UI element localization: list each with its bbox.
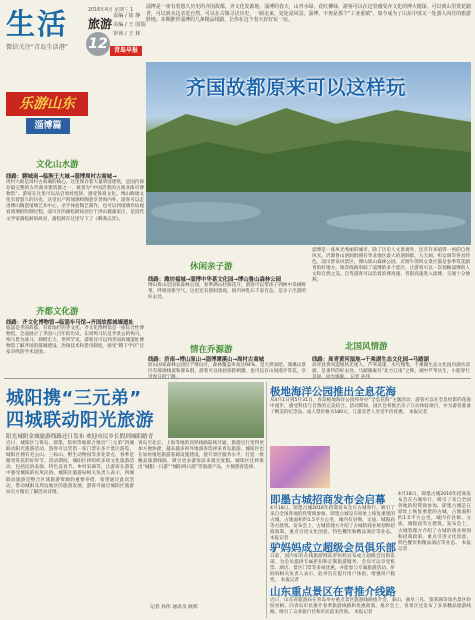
article-body: 从4月1日到5月31日，青岛极地海洋公园将举办“全息花海”主题活动，游客可以在全息投影的花海中漫步，感受科技与自然的完美结合。活动期间，园区还将推出亲子互动体验项目，并为游客准备了精美的纪念品。成人票价格为180元，儿童及老人享受半价优惠。 本报记者 [270, 398, 471, 416]
section-heading: 齐都文化游 [36, 307, 79, 317]
lower-headline: 四城联动阳光旅游 [6, 410, 154, 431]
page-headline: 齐国故都原来可以这样玩 [186, 76, 407, 99]
banner-subtitle: 淄博篇 [26, 118, 70, 134]
column-title: 旅游 [88, 17, 113, 31]
page-number-badge: 12 [86, 32, 110, 56]
column-divider [266, 382, 267, 618]
editor-credits [113, 12, 146, 39]
article-side-body: 4月18日，即墨古城2016年招商发布会在古城举行，吸引了来自全国各地的投资商参加。即墨古城是在原址上恢复重建的古城，占地面积约1.5平方公里，城内有县衙、文庙、城隍庙等古建筑。发布会上，古城管理方介绍了古城的商业规划和招商政策，重点引进文化创意、特色餐饮和精品酒店等业态。 本报记者 [398, 492, 471, 552]
lower-body: 近日，城阳区与黄岛、即墨、胶州等地联合推出“三元弟”四城联动阳光旅游活动，游客可以凭借一张门票在多个景区游览。城阳区拥有毛公山、三标山、野生动物园等多处景点，春季是踏青赏花的好时节。活动期间，城阳区将组织多场文化旅游活动，包括民俗表演、特色美食节、乡村采摘等，让游客在游览中感受城阳的民风民俗。城阳区旅游局相关负责人表示，四城联动旅游是整合区域旅游资源的重要举措，希望通过此次活动，带动城阳及周边地区的旅游发展。游客可通过城阳区旅游局官方微信了解活动详情。 [6, 441, 134, 495]
article-title: 山东重点景区在青推介线路 [270, 586, 396, 598]
newspaper-logo: 青岛早报 [110, 46, 142, 56]
editor-line: 责编 / 徐 静 [113, 13, 141, 19]
wechat-note: 微信关注“青岛生活港” [6, 44, 69, 51]
article-body: 近日，山东省旅游局在青岛举办重点景区旅游线路推介会，泰山、曲阜三孔、蓬莱阁等知名景区纷纷亮相，向青岛市民推介春季旅游线路和优惠政策。推介会上，各景区还发布了多条精品旅游线路，吸引了众多旅行社和市民前来咨询。 本报记者 [270, 598, 471, 616]
route-line: 线路：济南→博山原山→淄博潭溪山→周村古商城 [148, 357, 264, 363]
chengyang-photo [168, 382, 264, 438]
route-line: 线路：聊城南→临朐王大城→淄博周村古商城→ [6, 174, 117, 180]
ocean-park-photo [270, 446, 330, 488]
article-title: 极地海洋公园推出全息花海 [270, 386, 396, 398]
section-title: 生活 [6, 7, 69, 41]
lower-body-continued: 青岛至北京、上海等地的高铁线路陆续开通，旅游出行变得更加方便快捷，越来越多的外地游客选择来青岛旅游。城阳区也在加快推进旅游基础设施建设，提升景区服务水平，打造一批精品旅游线路，吸引更多游客前来观光度假。城阳区还将推出“城阳一日游”“城阳两日游”等旅游产品，方便游客选择。 [138, 441, 264, 471]
intro-text: 淄博是一座有着悠久历史的齐国故都，齐文化发源地。淄博的春天，山青水绿，花红柳绿，游客可以在这里感受齐文化的博大精深，可以到山里赏花踏青，可以到水边亲近自然，可以在古镇寻访历史，一路走来，处处是风景。淄博，不再是那个“工业重镇”，如今成为了山东中部又一处游人向往的旅游胜地。本期推荐淄博的几条精品线路，让你在这个春天好好玩一玩。 [146, 4, 471, 23]
section-heading: 休闲亲子游 [190, 262, 233, 272]
right-column-body: 淄博是一座风光秀丽的城市，除了历史人文景观外，还有许多值得一看的自然风光。沂源鲁山溶洞群拥有华北地区最大的溶洞群，九天洞、织女洞等各具特色。淄川梦泉风景区、博山原山森林公园、沂源牛郎织女景区都是春季赏花踏青的好地方。推荐线路串联了淄博的多个景区，让游客可以一次领略淄博的人文和自然之美。自驾游客可以沿着滨博高速、青银高速进入淄博，交通十分便利。 [312, 248, 470, 284]
article-body: 日前，国内知名在线旅游网站驴妈妈宣布成立超级会员俱乐部，为会员提供专属折扣和定制旅游服务。会员可以享受机票、酒店、景区门票等多项优惠，并能参与专属旅游活动。驴妈妈相关负责人表示，此举旨在提升用户体验，增强用户黏性。 本报记者 [270, 554, 395, 584]
section-heading: 情在乔源游 [190, 345, 233, 355]
route-line: 线路：齐文化博物馆→临淄车马馆→齐国故都城墙遗址 [6, 320, 134, 326]
article-title: 即墨古城招商发布会启幕 [270, 494, 386, 506]
editor-line: 审读 / 王 林 [113, 31, 141, 37]
route-line: 线路：潍坊福城→淄博中华茶文化园→博山鲁山森林公园 [148, 277, 282, 283]
section-heading: 北国风情游 [345, 342, 388, 352]
section-heading: 文化山水游 [36, 160, 79, 170]
issue-date: 2016年4月 星期三 1 [88, 8, 134, 13]
hero-photo [146, 62, 471, 245]
lower-credit: 记者 孙伟 通讯员 晓辉 [150, 605, 198, 610]
editor-line: 美编 / 王 国瑞 [113, 22, 146, 28]
banner-title: 乐游山东 [6, 92, 88, 116]
section-body: 博山鲁山是国家森林公园，春季满山杜鹃花开，游客可以带孩子到林中采摘野菜，呼吸清新空气。这里还有溶洞景观，洞内钟乳石千姿百态，是亲子出游的好去处。 [148, 283, 306, 301]
series-banner [6, 92, 88, 138]
lower-headline: 城阳携“三元弟” [6, 388, 142, 409]
lower-deck: 阳光城阳金城旅游线路还日发布 欢迎市民乡长假到城阳踏青 [6, 434, 154, 440]
section-body: 临淄是齐国故都，有着灿烂的齐文化。齐文化博物馆是一座综合性博物馆，全面展示了齐国八百年的历史。东周殉马坑是齐景公的殉马，殉马皆为战马，规模宏大，世所罕见。游客还可以到齐国故城遗址博物馆了解齐国的都城建设、冶铸技术和货币制度，感受“稷下学宫”百家争鸣的学术氛围。 [6, 326, 144, 356]
section-body: 原山国家森林公园位于博山区，森林覆盖率高达94%，是天然氧吧。潭溪山景区有玻璃栈道和瀑布群，游客可以体验惊险刺激，也可以在山间漫步赏花，享 [148, 363, 306, 375]
section-body: 周村大街是周村古商城的核心。这里保存着大量明清建筑，是国内保存最完整的古代商业建筑群之一，被誉为“中国活着的古商业街市博物馆”。游客在这里可以品尝周村烧饼，感受鲁商文化。博山陶琉文化有着悠久的历史，这里出产的琉璃和陶瓷享誉海内外。游客可以走进博山陶瓷琉璃艺术中心，亲手体验陶艺制作，也可以到琉璃作坊观看琉璃的吹制过程。淄川区的蒲松龄故居位于洪山镇蒲家庄，是清代文学家蒲松龄的故居，蒲松龄在这里写下了《聊斋志异》。 [6, 180, 144, 222]
article-body: 4月18日，即墨古城2016年招商发布会在古城举行，吸引了来自全国各地的投资商参加。即墨古城是在原址上恢复重建的古城，占地面积约1.5平方公里，城内有县衙、文庙、城隍庙等古建筑。发布会上，古城管理方介绍了古城的商业规划和招商政策，重点引进文化创意、特色餐饮和精品酒店等业态。 本报记者 [270, 506, 395, 542]
section-body: 高青县黄河湿地风光迷人，芦苇荡漾，水鸟翔集。千乘湖生态文化园内湖水清澈，是垂钓的好去处。马踏湖素有“北方江南”之称，湖中芦苇丛生，小船穿行 [312, 363, 470, 375]
route-line: 线路：高青黄河湿地→千乘湖生态文化园→马踏湖 [312, 357, 429, 363]
article-title: 驴妈妈成立超级会员俱乐部 [270, 542, 396, 554]
section-divider [4, 378, 471, 379]
